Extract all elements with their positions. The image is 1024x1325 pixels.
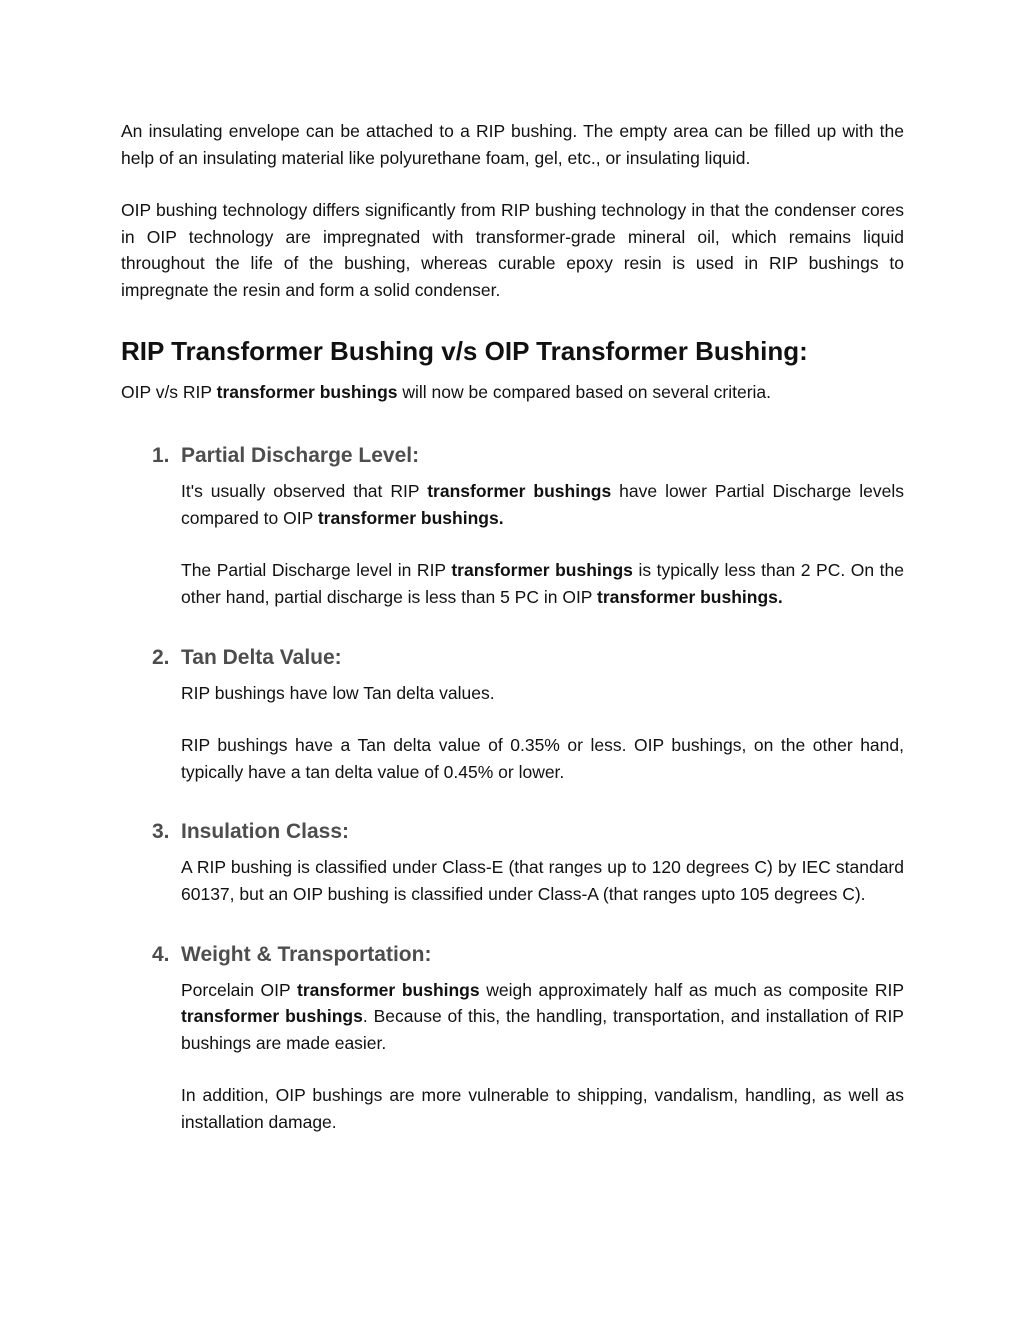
- list-item-partial-discharge: [121, 443, 904, 610]
- list-item-paragraph: [181, 977, 904, 1057]
- list-item-paragraph: In addition, OIP bushings are more vulnerable to shipping, vandalism, handling, as well as installation damage.: [181, 1085, 904, 1132]
- text-run: Porcelain OIP: [181, 979, 297, 1000]
- text-run: . Because of this, the handling, transportation, and installation of RIP bushings are made easier.: [181, 1006, 904, 1053]
- list-item-paragraph: [181, 478, 904, 531]
- list-item-heading: Weight & Transportation:: [181, 942, 432, 966]
- section-intro-text-a: OIP v/s RIP: [121, 381, 217, 402]
- list-item-paragraph: RIP bushings have low Tan delta values.: [181, 682, 495, 703]
- section-intro-bold: transformer bushings: [216, 381, 398, 402]
- list-item-tan-delta: [121, 645, 904, 786]
- list-item-number: 3.: [152, 820, 170, 844]
- section-intro: [121, 379, 904, 406]
- bold-text-run: transformer bushings: [297, 979, 480, 1000]
- intro-paragraph-1: An insulating envelope can be attached to a RIP bushing. The empty area can be filled up with the help of an insulating material like polyurethane foam, gel, etc., or insulating liquid.: [121, 121, 904, 168]
- bold-text-run: transformer bushings: [181, 1006, 363, 1027]
- bold-text-run: transformer bushings.: [317, 507, 504, 528]
- list-item-paragraph: [181, 557, 904, 610]
- list-item-number: 2.: [152, 645, 170, 669]
- list-item-number: 4.: [152, 942, 170, 966]
- list-item-heading: Tan Delta Value:: [181, 645, 342, 669]
- list-item-heading: Partial Discharge Level:: [181, 444, 420, 468]
- list-item-number: 1.: [152, 444, 170, 468]
- document-page: [121, 118, 904, 1135]
- section-intro-text-b: will now be compared based on several criteria.: [397, 381, 772, 402]
- list-item-insulation-class: [121, 819, 904, 907]
- section-title: RIP Transformer Bushing v/s OIP Transformer Bushing:: [121, 335, 808, 366]
- text-run: have lower Partial Discharge levels compared to OIP: [181, 481, 904, 528]
- bold-text-run: transformer bushings: [427, 481, 612, 502]
- bold-text-run: transformer bushings.: [597, 586, 783, 607]
- bold-text-run: transformer bushings: [451, 560, 633, 581]
- intro-paragraph-2: OIP bushing technology differs significantly from RIP bushing technology in that the condenser cores in OIP technology are impregnated with transformer-grade mineral oil, which remains liquid throughout the life of the bushing, whereas curable epoxy resin is used in RIP bushings to impregnate the resin and form a solid condenser.: [121, 200, 904, 300]
- list-item-heading: Insulation Class:: [181, 820, 350, 844]
- text-run: is typically less than 2 PC. On the other hand, partial discharge is less than 5 PC in OIP: [181, 560, 904, 607]
- text-run: weigh approximately half as much as composite RIP: [479, 979, 904, 1000]
- text-run: It's usually observed that RIP: [181, 481, 428, 502]
- list-item-paragraph: RIP bushings have a Tan delta value of 0.35% or less. OIP bushings, on the other hand, typically have a tan delta value of 0.45% or lower.: [181, 735, 904, 782]
- list-item-weight-transportation: [121, 942, 904, 1136]
- list-item-paragraph: A RIP bushing is classified under Class-E (that ranges up to 120 degrees C) by IEC standard 60137, but an OIP bushing is classified under Class-A (that ranges upto 105 degrees C).: [181, 857, 904, 904]
- text-run: The Partial Discharge level in RIP: [181, 560, 452, 581]
